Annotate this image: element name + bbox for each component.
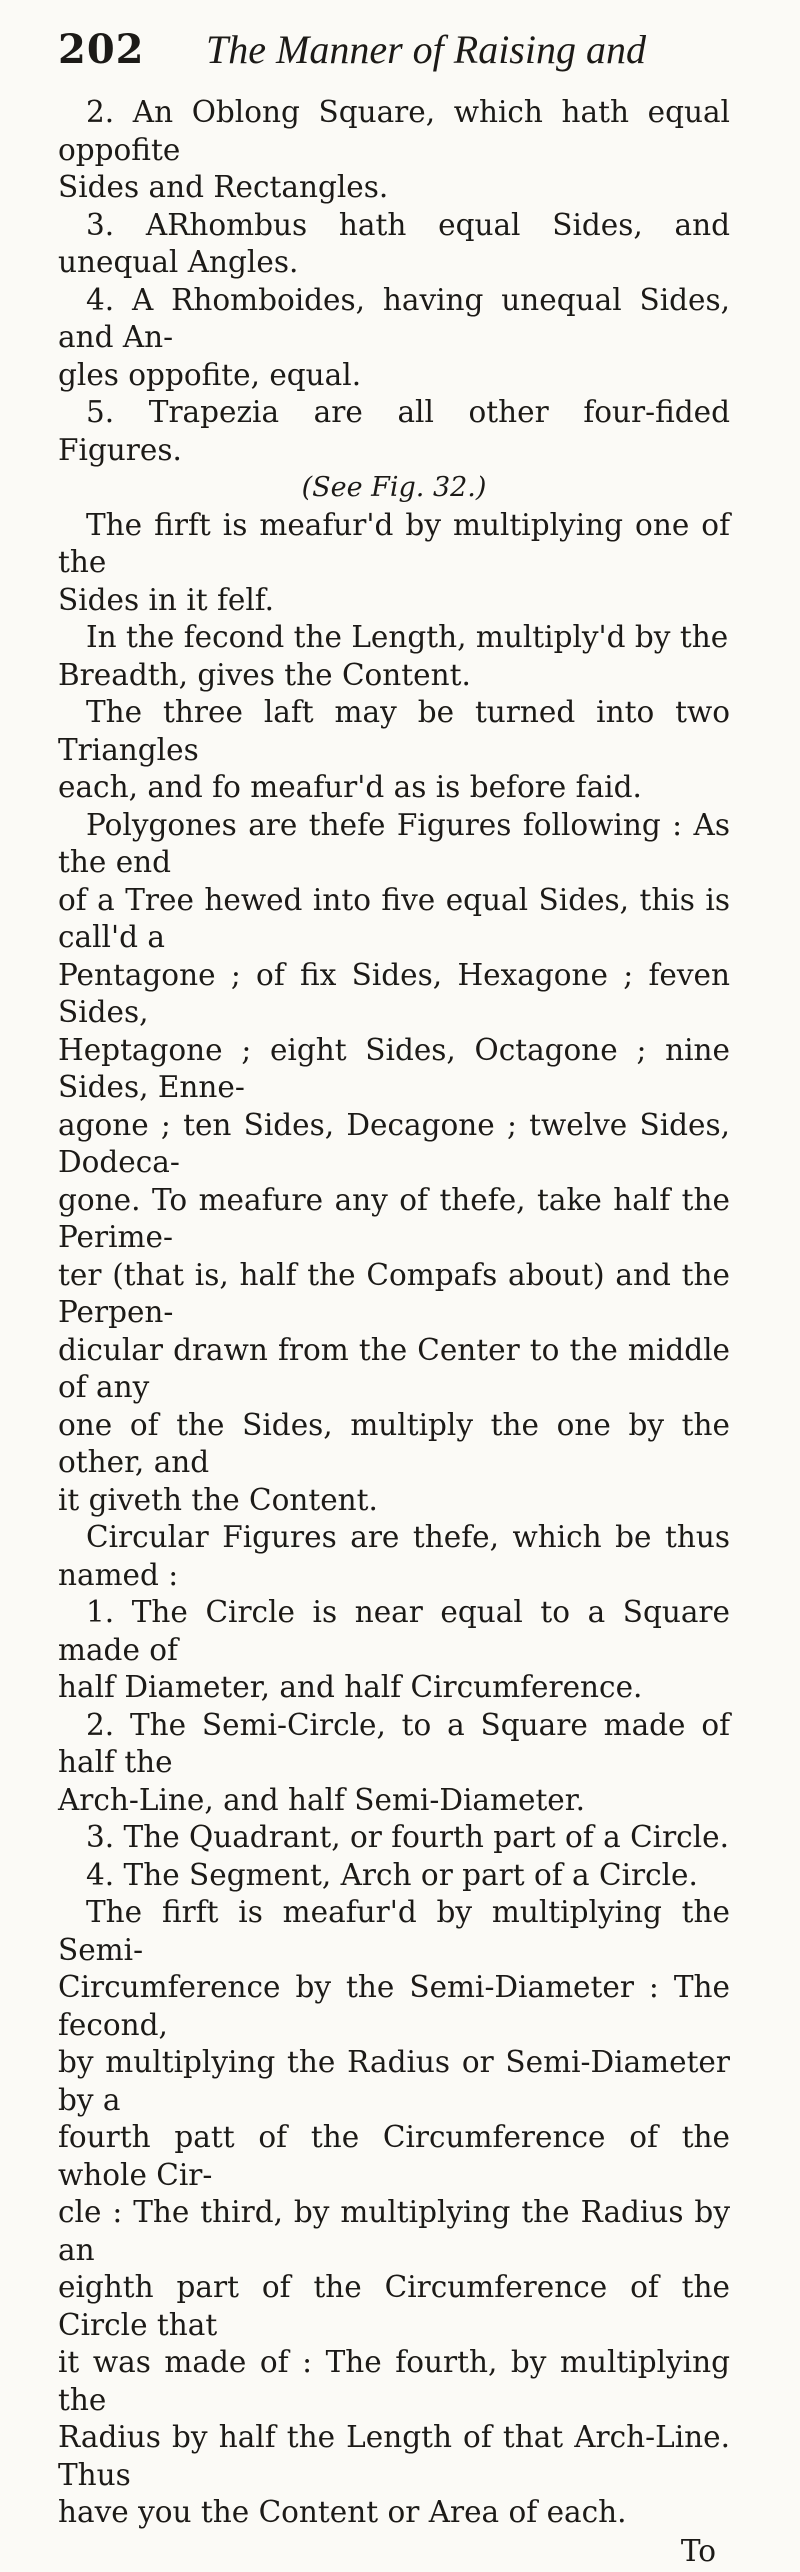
text-line: one of the Sides, multiply the one by the other, and: [58, 1407, 730, 1479]
text-line: of a Tree hewed into five equal Sides, this is call'd a: [58, 882, 730, 954]
text-line: 1. The Circle is near equal to a Square made of: [58, 1595, 730, 1667]
running-title: The Manner of Raising and: [206, 27, 646, 72]
text-line: Circular Figures are thefe, which be thus named :: [58, 1520, 730, 1592]
text-line: The three laft may be turned into two Triangles: [58, 695, 730, 767]
text-line: In the fecond the Length, multiply'd by the: [86, 620, 729, 654]
text-line: ter (that is, half the Compafs about) and the Perpen-: [58, 1257, 730, 1329]
text-line: The firft is meafur'd by multiplying the Semi-: [58, 1895, 730, 1967]
text-line: fourth patt of the Circumference of the whole Cir-: [58, 2120, 730, 2192]
text-line: 2. An Oblong Square, which hath equal oppofite: [58, 95, 730, 167]
text-line: each, and fo meafur'd as is before faid.: [58, 770, 642, 804]
text-line: Polygones are thefe Figures following : As the end: [58, 807, 730, 879]
text-line: 5. Trapezia are all other four-fided Figures.: [58, 395, 730, 467]
text-line: The firft is meafur'd by multiplying one of the: [58, 507, 730, 579]
text-line: half Diameter, and half Circumference.: [58, 1670, 643, 1704]
text-line: 2. The Semi-Circle, to a Square made of half the: [58, 1707, 730, 1779]
text-line: Heptagone ; eight Sides, Octagone ; nine Sides, Enne-: [58, 1032, 730, 1104]
text-line: gles oppofite, equal.: [58, 357, 362, 392]
text-line: gone. To meafure any of thefe, take half the Perime-: [58, 1182, 730, 1254]
text-line: 3. ARhombus hath equal Sides, and unequal Angles.: [58, 207, 730, 279]
text-line: it giveth the Content.: [58, 1482, 378, 1517]
text-line: by multiplying the Radius or Semi-Diameter by a: [58, 2045, 730, 2117]
figure-reference: (See Fig. 32.): [301, 472, 487, 503]
text-line: Radius by half the Length of that Arch-Line. Thus: [58, 2420, 730, 2492]
text-line: it was made of : The fourth, by multiplying the: [58, 2345, 730, 2417]
text-line: 3. The Quadrant, or fourth part of a Circle.: [86, 1820, 729, 1854]
page-header: [58, 26, 730, 86]
text-line: Sides in it felf.: [58, 582, 275, 617]
text-line: Circumference by the Semi-Diameter : The fecond,: [58, 1970, 730, 2042]
text-line: eighth part of the Circumference of the Circle that: [58, 2270, 730, 2342]
body-text: [58, 94, 730, 2532]
text-line: dicular drawn from the Center to the middle of any: [58, 1332, 730, 1404]
page-number: 202: [58, 26, 145, 73]
text-line: have you the Content or Area of each.: [58, 2495, 627, 2529]
text-line: Sides and Rectangles.: [58, 170, 389, 204]
text-line: Breadth, gives the Content.: [58, 657, 471, 692]
text-line: agone ; ten Sides, Decagone ; twelve Sides, Dodeca-: [58, 1107, 730, 1179]
text-line: 4. A Rhomboides, having unequal Sides, and An-: [58, 282, 730, 354]
text-line: Pentagone ; of fix Sides, Hexagone ; feven Sides,: [58, 957, 730, 1029]
text-line: Arch-Line, and half Semi-Diameter.: [58, 1782, 585, 1817]
text-line: 4. The Segment, Arch or part of a Circle.: [86, 1857, 698, 1892]
catchword: To: [680, 2533, 716, 2568]
text-line: cle : The third, by multiplying the Radius by an: [58, 2195, 730, 2267]
catchword-line: [58, 2532, 730, 2572]
